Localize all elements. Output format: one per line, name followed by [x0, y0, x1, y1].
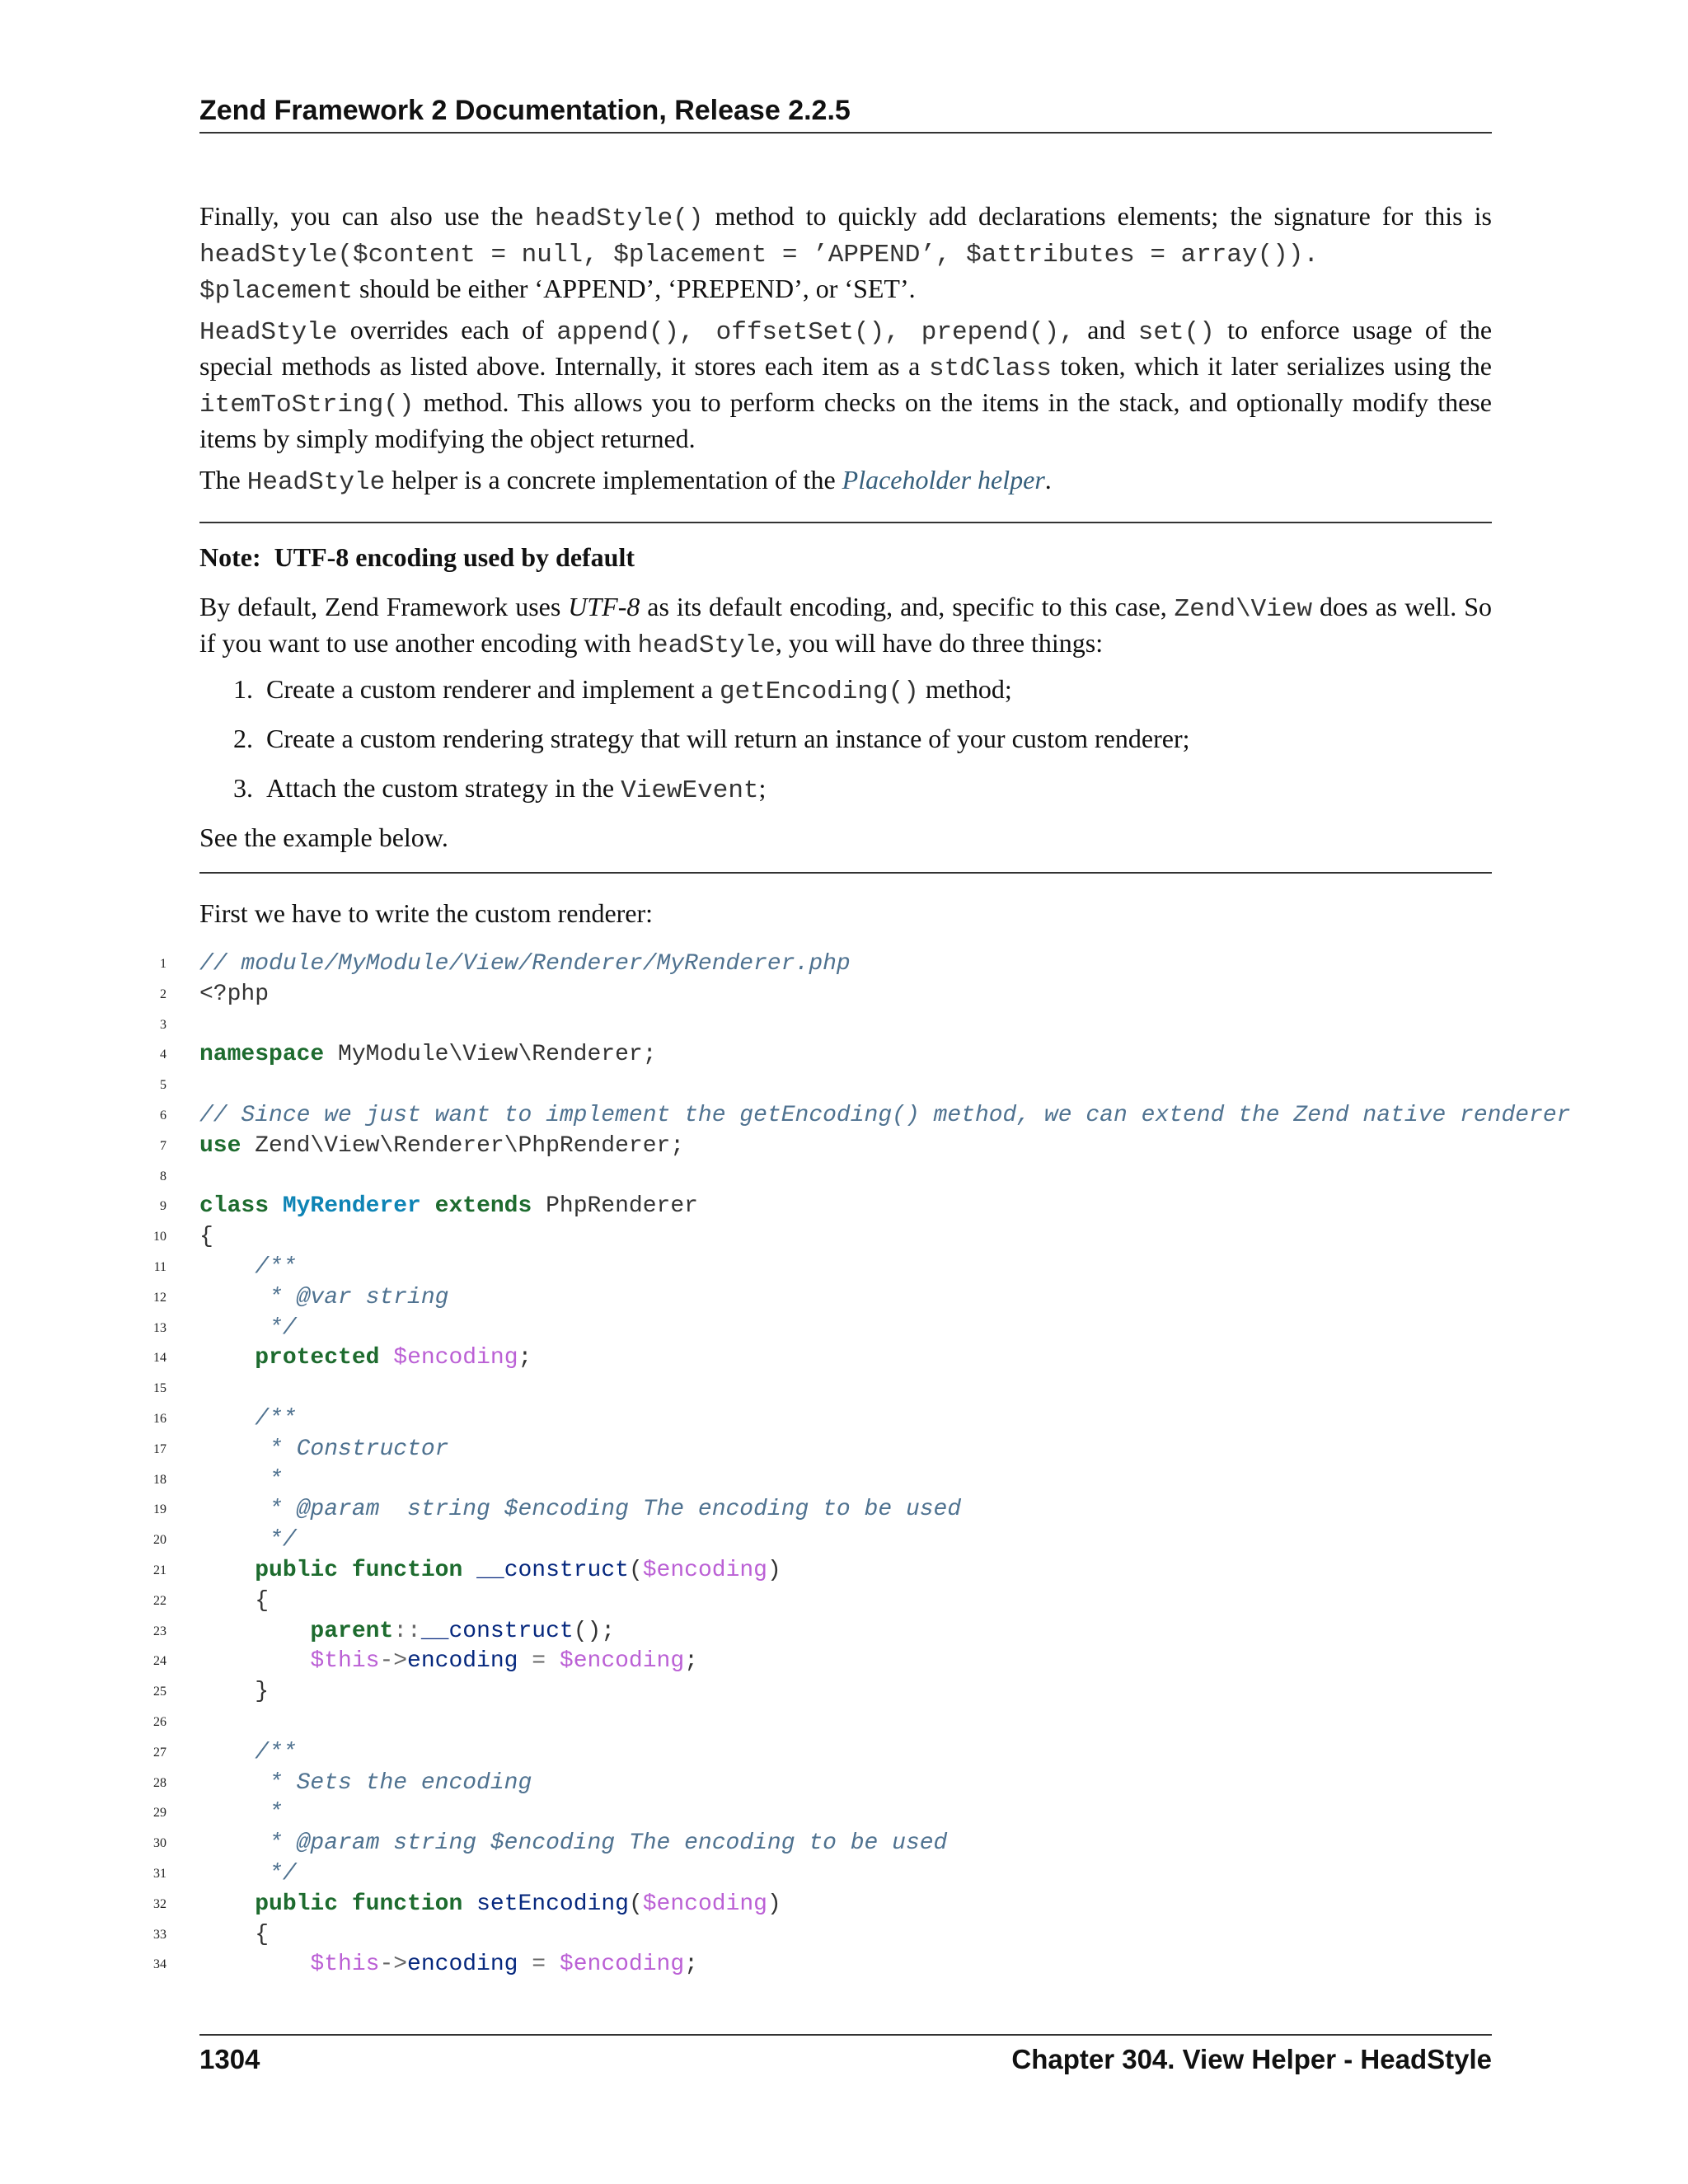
code-token: * @param string $encoding The encoding to be used [269, 1497, 962, 1523]
list-item [233, 673, 1492, 709]
line-number: 15 [153, 1381, 166, 1396]
note-closing: See the example below. [199, 823, 448, 852]
text: to enforce usage of the special methods as listed above. Internally, it stores each item as a [199, 315, 1493, 381]
code-token [338, 1891, 352, 1917]
line-number: 11 [153, 1260, 166, 1274]
code-token [199, 1527, 269, 1553]
running-header [199, 92, 1492, 134]
text: method; [918, 674, 1012, 704]
code-line [0, 1010, 1688, 1041]
code-line-content [199, 1890, 781, 1920]
code-inline: getEncoding() [719, 677, 919, 706]
placeholder-helper-link[interactable]: Placeholder helper [842, 465, 1045, 494]
note-paragraph [199, 590, 1492, 663]
code-token: = [532, 1648, 546, 1675]
code-line [0, 1343, 1688, 1374]
line-number: 6 [160, 1108, 166, 1122]
code-line-content [199, 1404, 297, 1435]
code-line [0, 1769, 1688, 1799]
code-token: * @param string $encoding The encoding to be used [269, 1830, 948, 1857]
line-number: 19 [153, 1502, 166, 1517]
code-line-content [199, 1859, 297, 1890]
code-line [0, 1647, 1688, 1677]
code-line [0, 1495, 1688, 1526]
code-line [0, 1222, 1688, 1253]
code-token: function [351, 1558, 463, 1583]
code-token [199, 1740, 255, 1765]
code-token: public [255, 1558, 339, 1583]
code-token: { [199, 1587, 270, 1614]
text: Create a custom rendering strategy that will return an instance of your custom renderer; [266, 724, 1190, 753]
line-number: 28 [153, 1775, 166, 1790]
code-token [199, 1891, 255, 1917]
line-number: 26 [153, 1715, 166, 1729]
code-token: * @var string [269, 1284, 449, 1310]
code-token: function [351, 1891, 463, 1917]
code-token [462, 1558, 476, 1583]
list-number: 1. [233, 674, 253, 704]
code-token: -> [379, 1952, 408, 1978]
code-token: PhpRenderer [532, 1193, 698, 1220]
code-line-content [199, 1222, 213, 1253]
code-intro: First we have to write the custom renderer: [199, 898, 654, 928]
code-token: $encoding [642, 1558, 767, 1583]
code-token: } [199, 1679, 270, 1705]
code-line-content [199, 1920, 269, 1951]
code-inline: HeadStyle [246, 468, 386, 497]
code-token: /** [255, 1739, 297, 1765]
code-line [0, 1374, 1688, 1404]
code-line [0, 1829, 1688, 1859]
code-line [0, 1465, 1688, 1496]
code-token [199, 1619, 310, 1644]
code-token: class [199, 1193, 270, 1220]
code-line-content [199, 1677, 269, 1708]
code-inline: headStyle [637, 631, 776, 660]
text: overrides each of [337, 315, 557, 344]
page-number: 1304 [199, 2044, 260, 2074]
code-token: * Sets the encoding [269, 1769, 532, 1796]
code-inline: itemToString() [199, 391, 415, 419]
code-inline: headStyle($content = null, $placement = ’APPEND’, $attributes = array()). [199, 241, 1320, 269]
code-token: :: [393, 1618, 421, 1644]
line-number: 24 [153, 1654, 166, 1669]
text: The [199, 465, 247, 494]
line-number: 23 [153, 1624, 166, 1638]
code-token: $encoding [642, 1891, 767, 1917]
code-token: parent [310, 1618, 394, 1644]
code-token: <?php [199, 981, 270, 1007]
code-line-content [199, 1495, 961, 1526]
code-token: ) [767, 1558, 781, 1583]
code-token: (); [573, 1618, 616, 1644]
code-inline: append(), offsetSet(), prepend(), [556, 318, 1075, 347]
code-token: __construct [476, 1558, 629, 1583]
code-token: // module/MyModule/View/Renderer/MyRenderer.php [199, 951, 851, 977]
line-number: 22 [153, 1593, 166, 1608]
running-footer [199, 2034, 1492, 2075]
code-token [518, 1952, 532, 1977]
code-inline: ViewEvent [621, 776, 759, 805]
note-label: Note: [199, 542, 261, 572]
line-number: 31 [153, 1867, 166, 1881]
code-token: $this [310, 1952, 380, 1978]
code-inline: $placement [199, 277, 354, 306]
code-line-content [199, 1769, 532, 1799]
code-line [0, 1920, 1688, 1951]
note-heading [199, 541, 1492, 574]
code-line [0, 1708, 1688, 1738]
code-token: { [199, 1224, 213, 1250]
text: ; [758, 773, 767, 803]
code-token [379, 1345, 393, 1371]
line-number: 29 [153, 1806, 166, 1821]
text: . [1044, 465, 1052, 494]
code-line-content [199, 1738, 297, 1769]
note-top-rule [199, 522, 1492, 523]
paragraph-placeholder [199, 463, 1492, 499]
code-token: encoding [407, 1952, 518, 1978]
code-line-content [199, 1314, 297, 1344]
line-number: 4 [160, 1047, 166, 1062]
line-number: 1 [160, 957, 166, 971]
code-line [0, 1132, 1688, 1162]
paragraph-headstyle-method [199, 199, 1492, 308]
code-token [199, 1952, 310, 1977]
code-line [0, 1950, 1688, 1980]
code-line [0, 1890, 1688, 1920]
code-token: ( [628, 1558, 643, 1583]
code-token: ; [518, 1345, 532, 1371]
code-token: $encoding [559, 1952, 685, 1978]
line-number: 3 [160, 1017, 166, 1032]
text: , you will have do three things: [775, 628, 1104, 658]
code-token: $encoding [393, 1345, 518, 1371]
chapter-title: Chapter 304. View Helper - HeadStyle [1011, 2044, 1492, 2074]
code-token: namespace [199, 1042, 325, 1068]
line-number: 9 [160, 1199, 166, 1214]
code-token: protected [255, 1345, 380, 1371]
code-line-content [199, 1950, 698, 1980]
code-line [0, 1798, 1688, 1829]
code-token: extends [434, 1193, 532, 1220]
line-number: 14 [153, 1351, 166, 1366]
code-token: public [255, 1891, 339, 1917]
line-number: 5 [160, 1078, 166, 1093]
list-item [233, 722, 1492, 755]
code-line [0, 1435, 1688, 1465]
code-line [0, 1192, 1688, 1222]
code-token: encoding [407, 1648, 518, 1675]
code-token: /** [255, 1406, 297, 1432]
code-line-content [199, 1192, 698, 1222]
code-inline: set() [1137, 318, 1215, 347]
code-inline: Zend\View [1174, 595, 1313, 624]
code-line-content [199, 1829, 947, 1859]
code-line [0, 1586, 1688, 1617]
line-number: 20 [153, 1533, 166, 1548]
code-line-content [199, 949, 851, 980]
code-line-content [199, 1101, 1570, 1132]
note-title: UTF-8 encoding used by default [274, 542, 635, 572]
code-listing [0, 949, 1688, 1988]
code-line [0, 1101, 1688, 1132]
line-number: 25 [153, 1685, 166, 1699]
code-line-content [199, 1526, 297, 1556]
code-token [199, 1254, 255, 1280]
text: as its default encoding, and, specific to this case, [640, 592, 1175, 621]
code-token: * [269, 1466, 283, 1493]
text: Attach the custom strategy in the [266, 773, 621, 803]
code-token: use [199, 1132, 241, 1159]
code-line-content [199, 1132, 684, 1162]
text: By default, Zend Framework uses [199, 592, 569, 621]
line-number: 10 [153, 1230, 166, 1244]
code-token [199, 1770, 269, 1796]
list-number: 3. [233, 773, 253, 803]
list-number: 2. [233, 724, 253, 753]
text: token, which it later serializes using the [1051, 351, 1493, 381]
code-line-content [199, 1040, 657, 1071]
code-line-content [199, 1253, 297, 1283]
line-number: 27 [153, 1745, 166, 1760]
line-number: 13 [153, 1320, 166, 1335]
code-line-content [199, 1343, 532, 1374]
code-line [0, 980, 1688, 1010]
code-line [0, 1071, 1688, 1101]
code-token: { [199, 1921, 270, 1947]
code-token [421, 1193, 435, 1219]
code-token [199, 1315, 269, 1341]
text: Finally, you can also use the [199, 201, 535, 231]
code-token [199, 1800, 269, 1825]
code-token: * [269, 1800, 283, 1826]
text: method. This allows you to perform checks on the items in the stack, and optionally modify these items by simply modifying the object returned. [199, 387, 1492, 453]
code-inline: stdClass [928, 354, 1052, 383]
code-line [0, 1677, 1688, 1708]
code-token: /** [255, 1254, 297, 1280]
paragraph-overrides [199, 313, 1492, 455]
line-number: 16 [153, 1412, 166, 1426]
list-item [233, 771, 1492, 808]
line-number: 8 [160, 1169, 166, 1183]
code-line [0, 1040, 1688, 1071]
line-number: 7 [160, 1138, 166, 1153]
code-line-content [199, 1586, 269, 1617]
code-token [199, 1648, 310, 1674]
code-line-content [199, 1556, 781, 1586]
code-token: // Since we just want to implement the getEncoding() method, we can extend the Zend native renderer [199, 1103, 1571, 1128]
code-line-content [199, 1647, 698, 1677]
line-number: 18 [153, 1472, 166, 1487]
text: does as well. So if you want to use another encoding with [199, 592, 1493, 658]
code-token [546, 1952, 560, 1977]
code-token [199, 1467, 269, 1493]
code-token: ; [684, 1952, 698, 1978]
code-line-content [199, 1798, 283, 1829]
code-token: */ [269, 1527, 297, 1554]
line-number: 32 [153, 1896, 166, 1911]
code-line [0, 1314, 1688, 1344]
code-token: * Constructor [269, 1436, 449, 1462]
code-line [0, 1162, 1688, 1193]
document-title: Zend Framework 2 Documentation, Release 2.2.5 [199, 95, 851, 126]
code-line-content [199, 1435, 448, 1465]
code-line [0, 1526, 1688, 1556]
line-number: 30 [153, 1836, 166, 1851]
text: should be either ‘APPEND’, ‘PREPEND’, or ‘SET’. [353, 274, 916, 303]
code-token [199, 1497, 269, 1522]
code-token [338, 1558, 352, 1583]
code-token: -> [379, 1648, 408, 1675]
text: method to quickly add declarations elements; the signature for this is [703, 201, 1493, 231]
code-line-content [199, 1283, 448, 1314]
code-line [0, 1556, 1688, 1586]
code-token: $encoding [559, 1648, 685, 1675]
code-token [199, 1830, 269, 1856]
code-line-content [199, 980, 269, 1010]
line-number: 34 [153, 1957, 166, 1972]
code-inline: HeadStyle [199, 318, 338, 347]
code-inline: headStyle() [534, 204, 704, 233]
text-emphasis: UTF-8 [568, 592, 640, 621]
code-token: Zend\View\Renderer\PhpRenderer; [241, 1132, 685, 1159]
code-token: = [532, 1952, 546, 1978]
code-token [199, 1436, 269, 1462]
code-token: */ [269, 1861, 297, 1886]
line-number: 12 [153, 1290, 166, 1305]
code-token: MyModule\View\Renderer; [324, 1042, 657, 1068]
code-line [0, 1617, 1688, 1647]
code-token [269, 1193, 283, 1219]
code-token [199, 1285, 269, 1310]
note-bottom-rule [199, 872, 1492, 874]
line-number: 21 [153, 1563, 166, 1577]
code-token [199, 1345, 255, 1371]
line-number: 33 [153, 1927, 166, 1942]
code-token: ; [684, 1648, 698, 1675]
text: and [1074, 315, 1138, 344]
code-line-content [199, 1617, 615, 1647]
code-line [0, 1859, 1688, 1890]
code-line-content [199, 1465, 283, 1496]
code-token [199, 1861, 269, 1886]
code-line [0, 1253, 1688, 1283]
code-line [0, 1738, 1688, 1769]
code-line [0, 1283, 1688, 1314]
code-token [462, 1891, 476, 1917]
line-number: 17 [153, 1441, 166, 1456]
code-token [199, 1558, 255, 1583]
code-token [546, 1648, 560, 1674]
code-token [518, 1648, 532, 1674]
code-token: setEncoding [476, 1891, 629, 1917]
code-token: MyRenderer [282, 1193, 421, 1220]
code-line [0, 949, 1688, 980]
code-line [0, 1404, 1688, 1435]
code-token: */ [269, 1315, 297, 1341]
code-token: ( [628, 1891, 643, 1917]
text: Create a custom renderer and implement a [266, 674, 720, 704]
code-token: $this [310, 1648, 380, 1675]
code-token [199, 1406, 255, 1432]
text: helper is a concrete implementation of the [385, 465, 842, 494]
code-token: __construct [420, 1618, 574, 1644]
code-token: ) [767, 1891, 781, 1917]
line-number: 2 [160, 987, 166, 1001]
